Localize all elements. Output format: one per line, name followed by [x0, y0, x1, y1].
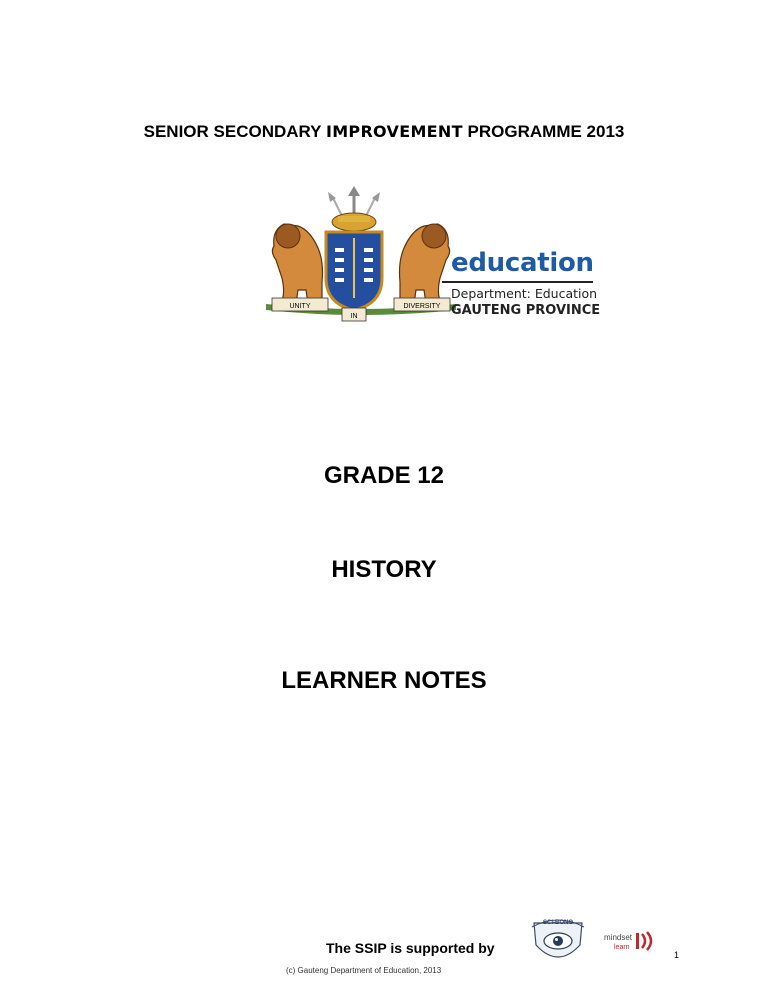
page-number: 1 [674, 950, 680, 960]
learn-text: learn [614, 944, 630, 951]
education-underline [442, 281, 593, 283]
sci-bono-text: SCI-BONO [543, 920, 573, 926]
support-text: The SSIP is supported by [326, 940, 495, 956]
mindset-learn-logo [604, 930, 660, 956]
motto-center: IN [350, 313, 358, 320]
department-name: Department: Education [451, 286, 598, 301]
subject-heading: HISTORY [331, 556, 437, 583]
motto-left: UNITY [289, 303, 311, 310]
programme-title-part2: IMPROVEMENT [325, 122, 463, 141]
province-name: GAUTENG PROVINCE [451, 303, 601, 318]
copyright-text: (c) Gauteng Department of Education, 2013 [286, 966, 442, 975]
programme-title [0, 122, 768, 142]
grade-heading: GRADE 12 [323, 462, 445, 489]
programme-title-part3: PROGRAMME 2013 [462, 122, 625, 141]
gauteng-coat-of-arms-logo [262, 186, 460, 326]
education-wordmark: education [451, 248, 594, 278]
mindset-text: mindset [604, 933, 633, 942]
sci-bono-logo [528, 915, 588, 971]
programme-title-part1: SENIOR SECONDARY [143, 122, 326, 141]
document-type-heading: LEARNER NOTES [281, 667, 487, 694]
motto-right: DIVERSITY [403, 303, 441, 310]
